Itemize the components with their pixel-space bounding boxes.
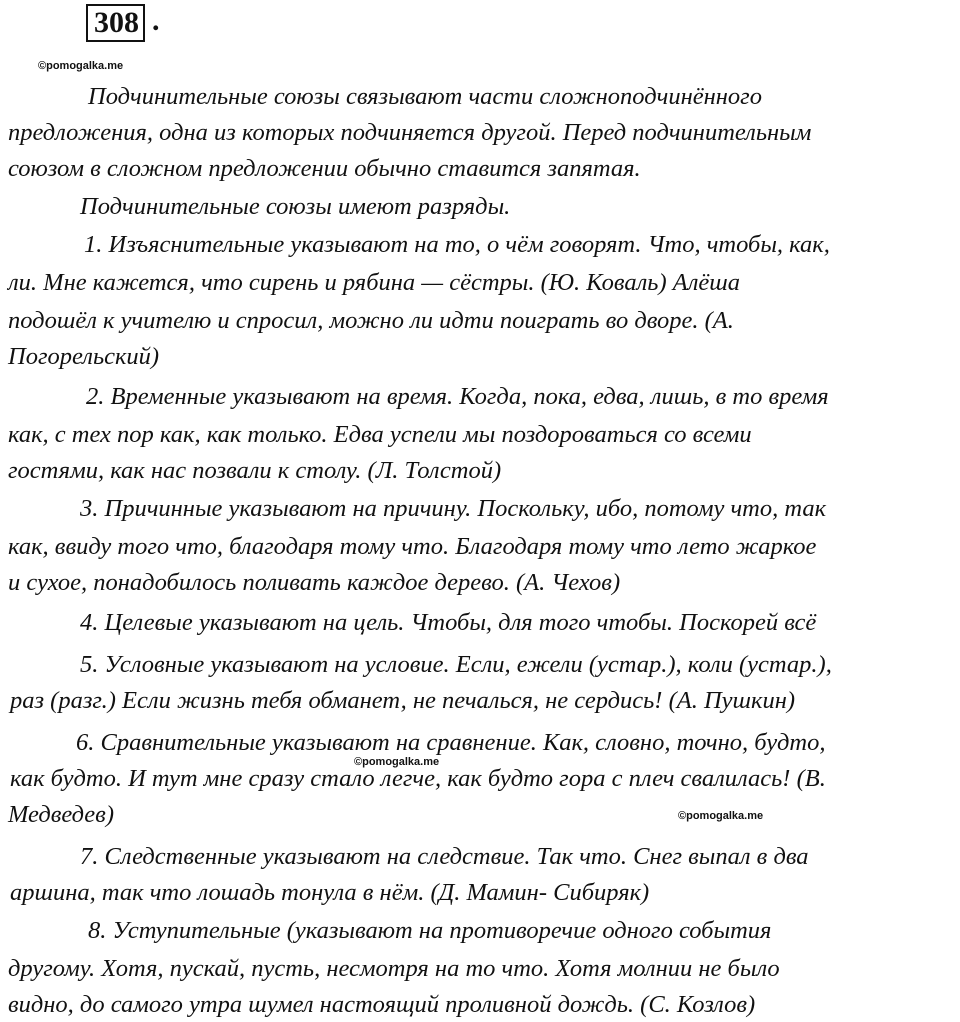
text-line: гостями, как нас позвали к столу. (Л. Толстой) <box>8 457 502 484</box>
text-line: и сухое, понадобилось поливать каждое дерево. (А. Чехов) <box>8 569 621 596</box>
text-line: видно, до самого утра шумел настоящий проливной дождь. (С. Козлов) <box>8 991 756 1018</box>
text-line: как, с тех пор как, как только. Едва успели мы поздороваться со всеми <box>8 421 752 448</box>
text-line: Погорельский) <box>8 343 160 370</box>
text-line: 4. Целевые указывают на цель. Чтобы, для того чтобы. Поскорей всё <box>80 609 817 636</box>
watermark: ©pomogalka.me <box>38 60 124 72</box>
text-line: аршина, так что лошадь тонула в нём. (Д. Мамин- Сибиряк) <box>10 879 650 906</box>
text-line: другому. Хотя, пускай, пусть, несмотря на то что. Хотя молнии не было <box>8 955 780 982</box>
exercise-number: 308 <box>86 4 145 42</box>
text-line: предложения, одна из которых подчиняется другой. Перед подчинительным <box>8 119 812 146</box>
text-line: Медведев) <box>8 801 114 828</box>
text-line: 1. Изъяснительные указывают на то, о чём говорят. Что, чтобы, как, <box>84 231 830 258</box>
watermark: ©pomogalka.me <box>354 756 440 768</box>
text-line: 5. Условные указывают на условие. Если, ежели (устар.), коли (устар.), <box>80 651 832 678</box>
text-line: Подчинительные союзы связывают части сложноподчинённого <box>88 83 762 110</box>
text-line: 3. Причинные указывают на причину. Поскольку, ибо, потому что, так <box>80 495 827 522</box>
text-line: 2. Временные указывают на время. Когда, пока, едва, лишь, в то время <box>86 383 829 410</box>
watermark: ©pomogalka.me <box>678 810 764 822</box>
text-line: как, ввиду того что, благодаря тому что. Благодаря тому что лето жаркое <box>8 533 817 560</box>
text-line: 8. Уступительные (указывают на противоречие одного события <box>88 917 772 944</box>
text-line: раз (разг.) Если жизнь тебя обманет, не печалься, не сердись! (А. Пушкин) <box>10 687 796 714</box>
text-line: союзом в сложном предложении обычно ставится запятая. <box>8 155 641 182</box>
text-line: 7. Следственные указывают на следствие. Так что. Снег выпал в два <box>80 843 809 870</box>
text-line: подошёл к учителю и спросил, можно ли идти поиграть во дворе. (А. <box>8 307 734 334</box>
text-line: Подчинительные союзы имеют разряды. <box>80 193 511 220</box>
exercise-number-dot: . <box>152 4 160 37</box>
text-line: как будто. И тут мне сразу стало легче, как будто гора с плеч свалилась! (В. <box>10 765 826 792</box>
text-line: 6. Сравнительные указывают на сравнение. Как, словно, точно, будто, <box>76 729 826 756</box>
text-line: ли. Мне кажется, что сирень и рябина — сёстры. (Ю. Коваль) Алёша <box>8 269 740 296</box>
